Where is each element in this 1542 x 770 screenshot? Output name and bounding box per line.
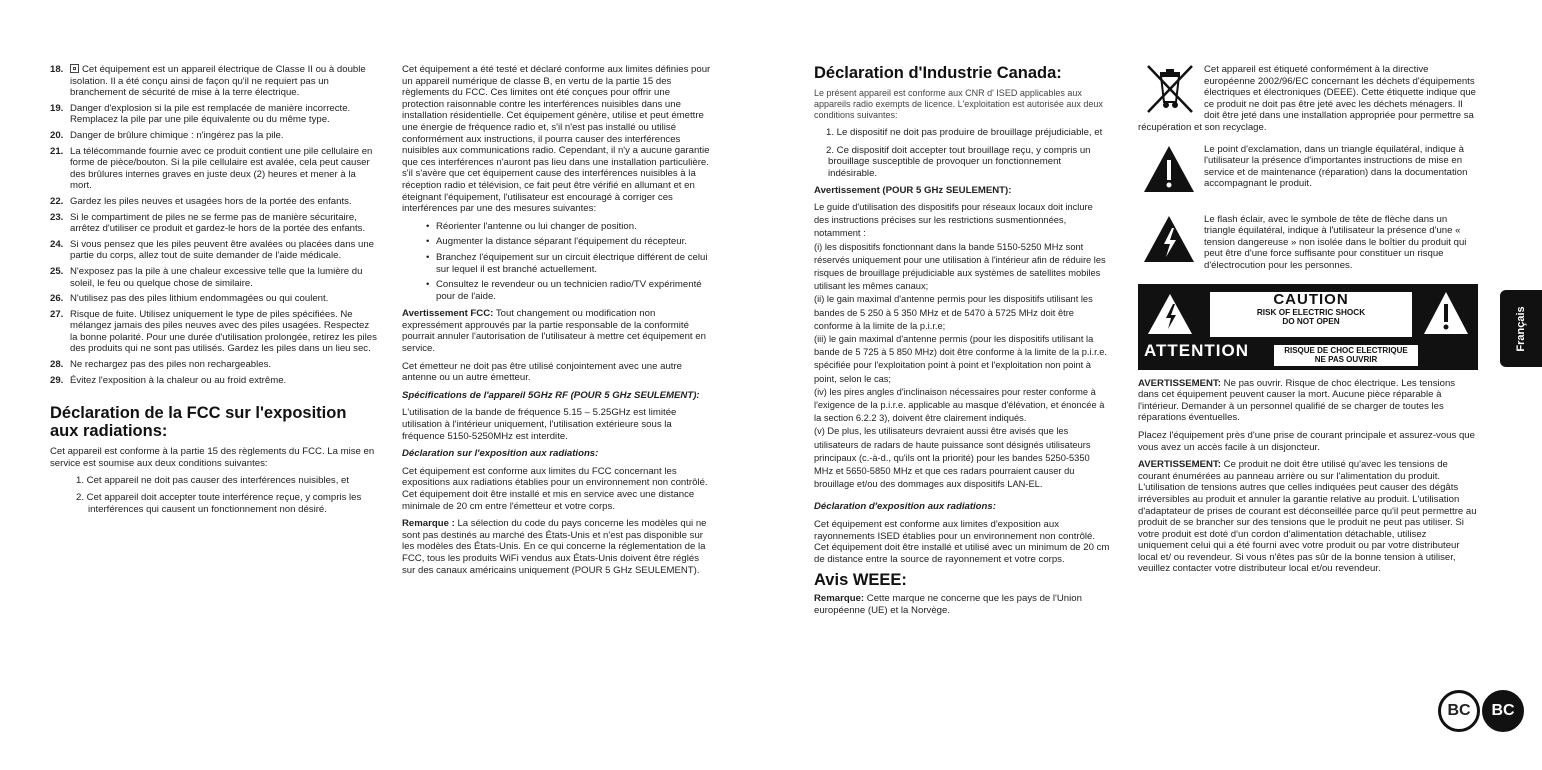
list-item: 25. N'exposez pas la pile à une chaleur excessive telle que la lumière du soleil, le feu ou quelque chose de similaire. [50, 265, 363, 289]
list-item: 26. N'utilisez pas des piles lithium endommagées ou qui coulent. [50, 293, 329, 305]
language-tab[interactable] [1500, 290, 1542, 367]
exclamation-triangle-icon [1138, 144, 1200, 194]
warning-text: Le guide d'utilisation des dispositifs pour réseaux locaux doit inclure des instructions précises sur les restrictions susmentionnées, notamment : (i) les dispositifs fonctionnant dans la bande 5150-5250 MHz sont réservés uniquement pour une utilisation à l'intérieur afin de réduire les risques de brouillage préjudiciable aux systèmes de satellites mobiles utilisant les mêmes canaux; (ii) le gain maximal d'antenne permis pour les dispositifs utilisant les bandes de 5 250 à 5 350 MHz et de 5470 à 5725 MHz doit être conforme à la limite de la p.i.r.e; (iii) le gain maximal d'antenne permis (pour les dispositifs utilisant la bande de 5 725 à 5 850 MHz) doit être conforme à la limite de la p.i.r.e. spécifiée pour l'exploitation point à point et l'exploitation non point à point, selon le cas; (iv) les pires angles d'inclinaison nécessaires pour rester conforme à l'exigence de la p.i.r.e. applicable au masque d'élévation, et énoncée à la section 6.2.2 3), doivent être clairement indiqués. (v) De plus, les utilisateurs devraient aussi être avisés que les utilisateurs de radars de haute puissance sont désignés utilisateurs principaux (c.-à-d., qu'ils ont la priorité) pour les bandes 5250-5350 MHz et 5650-5850 MHz et que ces radars pourraient causer du brouillage et/ou des dommages aux dispositifs LAN-EL. [814, 201, 1108, 490]
list-item: 27. Risque de fuite. Utilisez uniquement le type de piles spécifiées. Ne mélangez jamais des piles neuves avec des piles usagées. Respectez la bonne polarité. Pour une durée d'utilisation prolongée, retirez les piles des produits qui ne sont pas utilisés. Gardez les piles dans un lieu sec. [50, 308, 377, 355]
warning-heading: Avertissement (POUR 5 GHz SEULEMENT): [814, 185, 1012, 197]
class-ii-icon [70, 64, 79, 73]
caution-label: CAUTION RISK OF ELECTRIC SHOCK DO NOT OPEN ATTENTION RISQUE DE CHOC ELECTRIQUE NE PAS OUVRIR [1138, 284, 1478, 370]
rf-spec-text: L'utilisation de la bande de fréquence 5.15 – 5.25GHz est limitée utilisation à l'intérieur uniquement, l'utilisation extérieure sous la fréquence 5150-5250MHz est interdite. [402, 407, 677, 442]
column-1 [50, 64, 378, 521]
list-item: 29. Évitez l'exposition à la chaleur ou au froid extrême. [50, 374, 287, 386]
attention-panel: RISQUE DE CHOC ELECTRIQUE NE PAS OUVRIR [1274, 345, 1418, 366]
lightning-triangle-icon [1138, 214, 1200, 264]
exclamation-icon [1422, 290, 1470, 338]
lightning-row: Le flash éclair, avec le symbole de tête de flèche dans un triangle équilatéral, indique à l'utilisateur la présence d'une « tension dangereuse » non isolée dans le boîtier du produit qui peut être d'une force suffisante pour constituer un risque d'électrocution pour les personnes. [1138, 214, 1478, 274]
bc-logo-filled: BC [1482, 690, 1524, 732]
caution-panel: CAUTION RISK OF ELECTRIC SHOCK DO NOT OPEN [1210, 292, 1412, 337]
exclamation-row: Le point d'exclamation, dans un triangle équilatéral, indique à l'utilisateur la présence d'importantes instructions de mise en service et de maintenance (réparation) dans la documentation accompagnant le produit. [1138, 144, 1478, 204]
list-item: 1. Le dispositif ne doit pas produire de brouillage préjudiciable, et [826, 127, 1103, 138]
outlet-paragraph: Placez l'équipement près d'une prise de courant principale et assurez-vous que vous avez un accès facile à un disjoncteur. [1138, 429, 1475, 453]
column-4 [1138, 64, 1478, 581]
ic-heading: Déclaration d'Industrie Canada: [814, 64, 1062, 82]
bc-logo-outline: BC [1438, 690, 1480, 732]
no-colocate-paragraph: Cet émetteur ne doit pas être utilisé conjointement avec une autre antenne ou un autre émetteur. [402, 360, 682, 384]
fcc-intro-paragraph: Cet équipement a été testé et déclaré conforme aux limites définies pour un appareil numérique de classe B, en vertu de la partie 15 des règlements du FCC. Ces limites ont été conçues pour offrir une protection raisonnable contre les interférences nuisibles dans une installation résidentielle. Cet équipement génère, utilise et peut émettre une énergie de fréquence radio et, s'il n'est pas installé ou utilisé conformément aux instructions, il pourra causer des interférences nuisibles aux communications radio. Cependant, il n'y a aucune garantie que ces interférences n'auront pas lieu dans une installation particulière. s'il s'avère que cet équipement cause des interférences nuisibles à la réception radio et télévision, ce fait peut être vérifié en allumant et en éteignant l'équipement, l'utilisateur est encouragé à corriger ces interférences par une des mesures suivantes: [402, 64, 711, 215]
list-item: 24. Si vous pensez que les piles peuvent être avalées ou placées dans une partie du corps, allez tout de suite demander de l'aide médicale. [50, 238, 375, 262]
warning-1: AVERTISSEMENT: Ne pas ouvrir. Risque de choc électrique. Les tensions dans cet équipement peuvent causer la mort. Aucune pièce réparable à l'intérieur. Demander à un personnel qualifié de se charger de toutes les réparations éventuelles. [1138, 377, 1456, 424]
ic-radiation-heading: Déclaration d'exposition aux radiations: [814, 501, 996, 513]
list-item: 23. Si le compartiment de piles ne se ferme pas de manière sécuritaire, arrêtez d'utiliser ce produit et gardez-le hors de la portée des enfants. [50, 211, 366, 235]
warning-2: AVERTISSEMENT: Ce produit ne doit être utilisé qu'avec les tensions de courant énumérées au panneau arrière ou sur l'alimentation du produit. L'utilisation de tensions autres que celles indiquées peut causer des dégâts irréversibles au produit et annuler la garantie relative au produit. L'utilisation d'adaptateur de prises de courant est déconseillée parce qu'il peut permettre au produit de se brancher sur des tensions que le produit ne peut pas utiliser. Si votre produit est doté d'un cordon d'alimentation détachable, utilisez uniquement celui qui a été fourni avec votre produit ou par votre distributeur local et/ ou revendeur. Si vous n'êtes pas sûr de la bonne tension à utiliser, veuillez contacter votre distributeur local et/ou revendeur. [1138, 459, 1477, 575]
list-item: • Réorienter l'antenne ou lui changer de position. [402, 221, 712, 233]
rf-spec-heading: Spécifications de l'appareil 5GHz RF (POUR 5 GHz SEULEMENT): [402, 389, 700, 401]
fcc-warning: Avertissement FCC: Tout changement ou modification non expressément approuvés par la partie responsable de la conformité pourrait annuler l'autorisation de l'utilisateur à mettre cet équipement en service. [402, 308, 706, 355]
radiation-heading: Déclaration sur l'exposition aux radiations: [402, 448, 599, 460]
language-tab-label: Français [1515, 305, 1527, 352]
weee-note: Remarque: Cette marque ne concerne que les pays de l'Union européenne (UE) et la Norvège. [814, 593, 1082, 616]
list-item: 20. Danger de brûlure chimique : n'ingérez pas la pile. [50, 129, 284, 141]
weee-heading: Avis WEEE: [814, 571, 907, 590]
bc-logos [1438, 690, 1524, 732]
lightning-icon [1146, 292, 1194, 336]
list-item: 19. Danger d'explosion si la pile est remplacée de manière incorrecte. Remplacez la pile par une pile équivalente ou du même type. [50, 102, 351, 126]
column-2 [402, 64, 712, 582]
safety-list [50, 64, 378, 386]
list-item: 2. Cet appareil doit accepter toute interférence reçue, y compris les interférences qui causent un fonctionnement non désiré. [76, 492, 362, 515]
list-item: 22. Gardez les piles neuves et usagées hors de la portée des enfants. [50, 195, 352, 207]
list-item: 21. La télécommande fournie avec ce produit contient une pile cellulaire en forme de pièce/bouton. Si la pile cellulaire est avalée, cela peut causer des brûlures internes graves en juste deux (2) heures et mener à la mort. [50, 145, 373, 192]
list-item: 18. Cet équipement est un appareil électrique de Classe II ou à double isolation. Il a été conçu ainsi de façon qu'il ne requiert pas un branchement de sécurité de mise à la terre électrique. [50, 64, 366, 99]
fcc-heading: Déclaration de la FCC sur l'exposition aux radiations: [50, 404, 347, 441]
measures-list [402, 221, 712, 303]
fcc-intro: Cet appareil est conforme à la partie 15 des règlements du FCC. La mise en service est soumise aux deux conditions suivantes: [50, 446, 375, 469]
list-item: 2. Ce dispositif doit accepter tout brouillage reçu, y compris un brouillage susceptible de provoquer un fonctionnement indésirable. [826, 144, 1091, 179]
fcc-conditions [50, 475, 378, 515]
list-item: • Branchez l'équipement sur un circuit électrique différent de celui sur lequel il est branché actuellement. [402, 252, 712, 275]
ic-conditions [814, 127, 1110, 179]
radiation-text: Cet équipement est conforme aux limites du FCC concernant les expositions aux radiations établies pour un environnement non contrôlé. Cet équipement doit être installé et mis en service avec une distance minimale de 20 cm entre l'émetteur et votre corps. [402, 465, 708, 512]
column-3 [814, 64, 1110, 623]
ic-radiation-text: Cet équipement est conforme aux limites d'exposition aux rayonnements ISED établies pour un environnement non contrôlé. Cet équipement doit être installé et utilisé avec un minimum de 20 cm de distance entre la source de rayonnement et votre corps. [814, 519, 1110, 565]
weee-symbol-row: Cet appareil est étiqueté conformément à la directive européenne 2002/96/EC concernant les déchets d'équipements électriques et électroniques (DEEE). Cette étiquette indique que ce produit ne doit pas être jeté avec les déchets ménagers. Il doit être jeté dans une installation appropriée pour permettre sa récupération et son recyclage. [1138, 64, 1476, 133]
list-item: 1. Cet appareil ne doit pas causer des interférences nuisibles, et [76, 475, 350, 487]
list-item: • Consultez le revendeur ou un technicien radio/TV expérimenté pour de l'aide. [402, 279, 712, 302]
list-item: 28. Ne rechargez pas des piles non rechargeables. [50, 359, 272, 371]
list-item: • Augmenter la distance séparant l'équipement du récepteur. [402, 236, 712, 248]
ic-intro: Le présent appareil est conforme aux CNR d' ISED applicables aux appareils radio exempts de licence. L'exploitation est autorisée aux deux conditions suivantes: [814, 88, 1103, 120]
remarque-paragraph: Remarque : La sélection du code du pays concerne les modèles qui ne sont pas destinés au marché des États-Unis et n'est pas disponible sur les modèles des États-Unis. En ce qui concerne la réglementation de la FCC, tous les produits WiFi vendus aux États-Unis doivent être réglés sur des canaux américains uniquement (POUR 5 GHz SEULEMENT). [402, 518, 707, 576]
crossed-bin-icon [1138, 64, 1200, 114]
